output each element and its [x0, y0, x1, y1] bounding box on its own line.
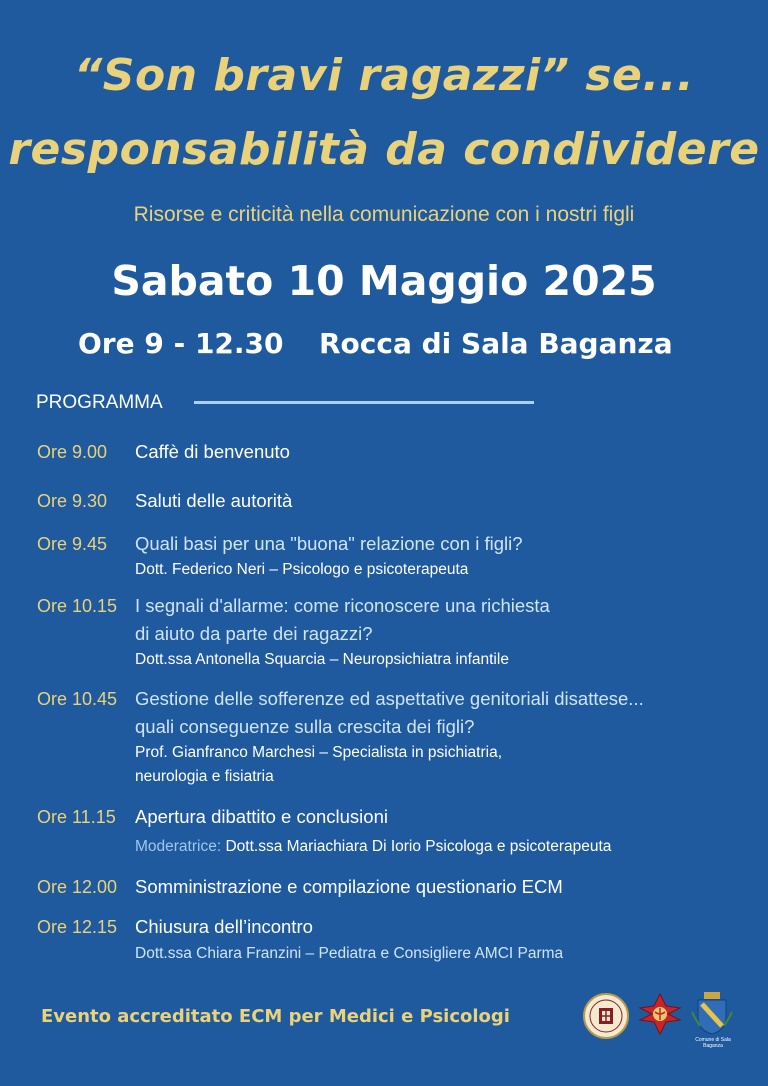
comune-label: Comune di Sala Baganza	[695, 1037, 731, 1049]
program-speaker-line-2: neurologia e fisiatria	[135, 768, 274, 785]
program-time: Ore 10.45	[37, 689, 118, 709]
program-time: Ore 9.00	[37, 442, 108, 462]
event-place: Rocca di Sala Baganza	[319, 327, 673, 360]
program-speaker: Dott. Federico Neri – Psicologo e psicoterapeuta	[135, 561, 469, 578]
comune-crest-logo	[690, 990, 734, 1036]
program-time: Ore 11.15	[37, 807, 116, 827]
program-title-line-2: quali conseguenze sulla crescita dei figli?	[135, 716, 475, 737]
program-title-line-1: Gestione delle sofferenze ed aspettative genitoriali disattese...	[135, 688, 644, 709]
program-title: Somministrazione e compilazione questionario ECM	[135, 876, 563, 897]
program-label: PROGRAMMA	[36, 392, 163, 413]
program-title: Chiusura dell’incontro	[135, 916, 313, 937]
program-divider	[194, 401, 534, 404]
title-line-2: responsabilità da condividere	[8, 124, 760, 175]
title-line-1: “Son bravi ragazzi” se...	[73, 50, 695, 101]
program-moderator	[135, 838, 611, 856]
red-cross-logo	[638, 992, 682, 1036]
program-time: Ore 9.30	[37, 491, 108, 511]
program-title: Quali basi per una "buona" relazione con i figli?	[135, 533, 523, 554]
program-title: Saluti delle autorità	[135, 490, 293, 511]
program-time: Ore 12.00	[37, 877, 118, 897]
program-title-line-2: di aiuto da parte dei ragazzi?	[135, 623, 373, 644]
event-date: Sabato 10 Maggio 2025	[111, 257, 657, 305]
subtitle: Risorse e criticità nella comunicazione con i nostri figli	[133, 203, 635, 226]
seal-logo	[583, 993, 629, 1039]
program-title-line-1: I segnali d'allarme: come riconoscere una richiesta	[135, 595, 550, 616]
program-speaker-line-1: Prof. Gianfranco Marchesi – Specialista in psichiatria,	[135, 744, 502, 761]
program-title: Caffè di benvenuto	[135, 441, 290, 462]
program-title: Apertura dibattito e conclusioni	[135, 806, 388, 827]
ecm-accreditation: Evento accreditato ECM per Medici e Psicologi	[41, 1006, 510, 1027]
program-time: Ore 9.45	[37, 534, 108, 554]
program-time: Ore 12.15	[37, 917, 118, 937]
program-time: Ore 10.15	[37, 596, 118, 616]
moderator-label: Moderatrice:	[135, 838, 222, 855]
program-speaker: Dott.ssa Antonella Squarcia – Neuropsichiatra infantile	[135, 651, 509, 668]
event-time: Ore 9 - 12.30	[78, 327, 284, 360]
moderator-name: Dott.ssa Mariachiara Di Iorio Psicologa e psicoterapeuta	[221, 838, 612, 855]
program-speaker: Dott.ssa Chiara Franzini – Pediatra e Consigliere AMCI Parma	[135, 945, 564, 962]
